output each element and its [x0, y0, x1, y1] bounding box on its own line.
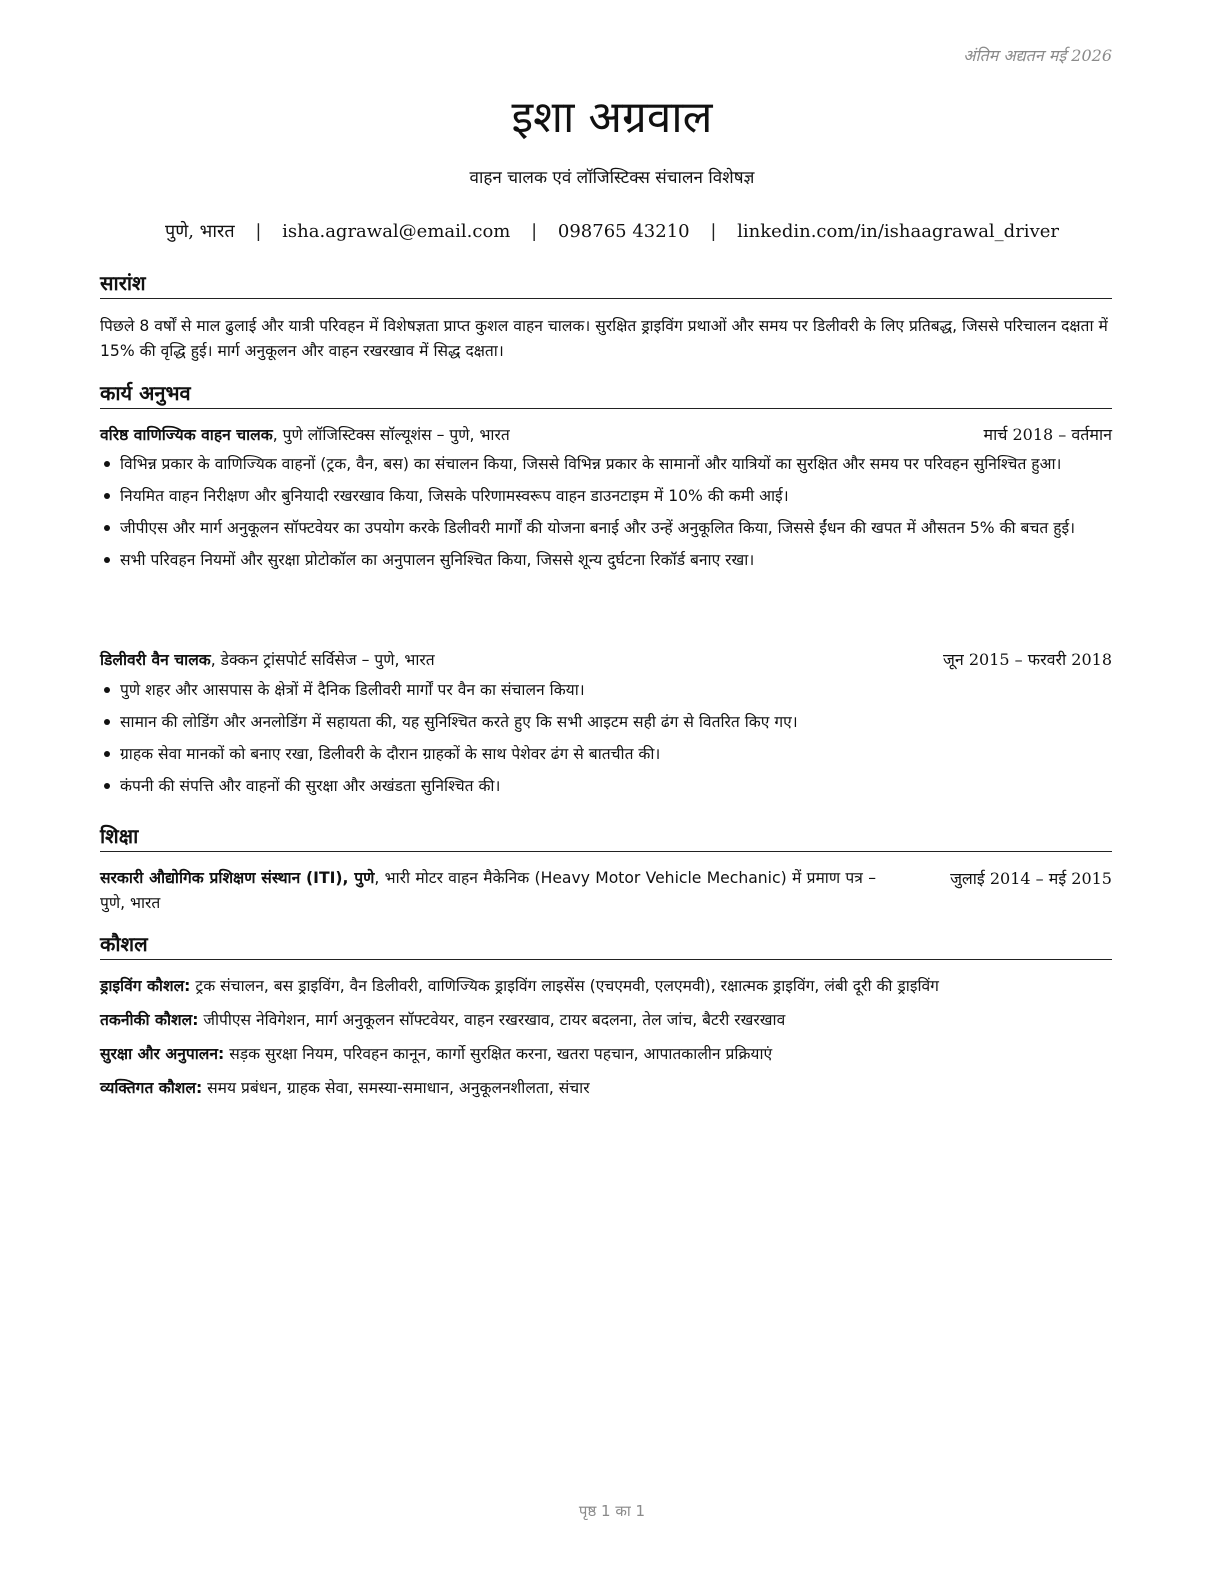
job-company: , पुणे लॉजिस्टिक्स सॉल्यूशंस – पुणे, भारत — [272, 426, 510, 444]
job-role: डिलीवरी वैन चालक — [100, 651, 211, 669]
contact-email[interactable]: isha.agrawal@email.com — [282, 221, 511, 242]
education-entry — [100, 866, 1112, 916]
list-item: नियमित वाहन निरीक्षण और बुनियादी रखरखाव किया, जिसके परिणामस्वरूप वाहन डाउनटाइम में 10% की कमी आई। — [100, 484, 1112, 508]
section-title-experience: कार्य अनुभव — [100, 380, 1112, 409]
contact-line — [0, 219, 1224, 245]
job-dates: मार्च 2018 – वर्तमान — [983, 425, 1112, 444]
skill-label: ड्राइविंग कौशल: — [100, 977, 191, 995]
skill-value: जीपीएस नेविगेशन, मार्ग अनुकूलन सॉफ्टवेयर, वाहन रखरखाव, टायर बदलना, तेल जांच, बैटरी रखरखाव — [198, 1011, 786, 1029]
list-item: सामान की लोडिंग और अनलोडिंग में सहायता की, यह सुनिश्चित करते हुए कि सभी आइटम सही ढंग से वितरित किए गए। — [100, 710, 1112, 734]
job-dates: जून 2015 – फरवरी 2018 — [943, 650, 1112, 669]
contact-separator: | — [710, 221, 717, 242]
job-header-2 — [100, 648, 1112, 672]
education-institution: सरकारी औद्योगिक प्रशिक्षण संस्थान (ITI), पुणे — [100, 869, 375, 887]
list-item: कंपनी की संपत्ति और वाहनों की सुरक्षा और अखंडता सुनिश्चित की। — [100, 774, 1112, 798]
job-company: , डेक्कन ट्रांसपोर्ट सर्विसेज – पुणे, भारत — [210, 651, 435, 669]
skill-row-personal — [100, 1076, 1114, 1100]
contact-linkedin[interactable]: linkedin.com/in/ishaagrawal_driver — [737, 221, 1059, 242]
section-title-summary: सारांश — [100, 270, 1112, 299]
list-item: ग्राहक सेवा मानकों को बनाए रखा, डिलीवरी के दौरान ग्राहकों के साथ पेशेवर ढंग से बातचीत की। — [100, 742, 1112, 766]
list-item: विभिन्न प्रकार के वाणिज्यिक वाहनों (ट्रक, वैन, बस) का संचालन किया, जिससे विभिन्न प्रकार के सामानों और यात्रियों का सुरक्षित और समय पर परिवहन सुनिश्चित हुआ। — [100, 452, 1112, 476]
summary-text: पिछले 8 वर्षों से माल ढुलाई और यात्री परिवहन में विशेषज्ञता प्राप्त कुशल वाहन चालक। सुरक्षित ड्राइविंग प्रथाओं और समय पर डिलीवरी के लिए प्रतिबद्ध, जिससे परिचालन दक्षता में 15% की वृद्धि हुई। मार्ग अनुकूलन और वाहन रखरखाव में सिद्ध दक्षता। — [100, 317, 1108, 360]
skill-value: सड़क सुरक्षा नियम, परिवहन कानून, कार्गो सुरक्षित करना, खतरा पहचान, आपातकालीन प्रक्रियाएं — [224, 1045, 773, 1063]
section-title-skills: कौशल — [100, 931, 1112, 960]
candidate-subtitle: वाहन चालक एवं लॉजिस्टिक्स संचालन विशेषज्ञ — [469, 168, 755, 188]
education-dates: जुलाई 2014 – मई 2015 — [950, 869, 1112, 888]
contact-location: पुणे, भारत — [164, 221, 235, 242]
education-details: , भारी मोटर वाहन मैकेनिक (Heavy Motor Vehicle Mechanic) में प्रमाण पत्र – पुणे, भारत — [100, 869, 876, 912]
skill-label: तकनीकी कौशल: — [100, 1011, 199, 1029]
list-item: पुणे शहर और आसपास के क्षेत्रों में दैनिक डिलीवरी मार्गों पर वैन का संचालन किया। — [100, 678, 1112, 702]
skill-value: ट्रक संचालन, बस ड्राइविंग, वैन डिलीवरी, वाणिज्यिक ड्राइविंग लाइसेंस (एचएमवी, एलएमवी), रक्षात्मक ड्राइविंग, लंबी दूरी की ड्राइविंग — [190, 977, 939, 995]
contact-phone: 098765 43210 — [557, 221, 690, 242]
skill-value: समय प्रबंधन, ग्राहक सेवा, समस्या-समाधान, अनुकूलनशीलता, संचार — [202, 1079, 590, 1097]
page-number: पृष्ठ 1 का 1 — [578, 1502, 646, 1520]
job-bullets-2 — [100, 678, 1112, 806]
contact-separator: | — [531, 221, 538, 242]
skill-label: सुरक्षा और अनुपालन: — [100, 1045, 225, 1063]
job-bullets-1 — [100, 452, 1112, 580]
list-item: जीपीएस और मार्ग अनुकूलन सॉफ्टवेयर का उपयोग करके डिलीवरी मार्गों की योजना बनाई और उन्हें अनुकूलित किया, जिससे ईंधन की खपत में औसतन 5% की बचत हुई। — [100, 516, 1112, 540]
job-header-1 — [100, 423, 1112, 447]
list-item: सभी परिवहन नियमों और सुरक्षा प्रोटोकॉल का अनुपालन सुनिश्चित किया, जिससे शून्य दुर्घटना रिकॉर्ड बनाए रखा। — [100, 548, 1112, 572]
skill-label: व्यक्तिगत कौशल: — [100, 1079, 203, 1097]
skill-row-technical — [100, 1008, 1114, 1032]
job-role: वरिष्ठ वाणिज्यिक वाहन चालक — [100, 426, 273, 444]
skill-row-driving — [100, 974, 1114, 998]
last-updated: अंतिम अद्यतन मई 2026 — [963, 46, 1112, 65]
candidate-name: इशा अग्रवाल — [511, 92, 713, 143]
section-title-education: शिक्षा — [100, 823, 1112, 852]
skill-row-safety — [100, 1042, 1114, 1066]
contact-separator: | — [255, 221, 262, 242]
